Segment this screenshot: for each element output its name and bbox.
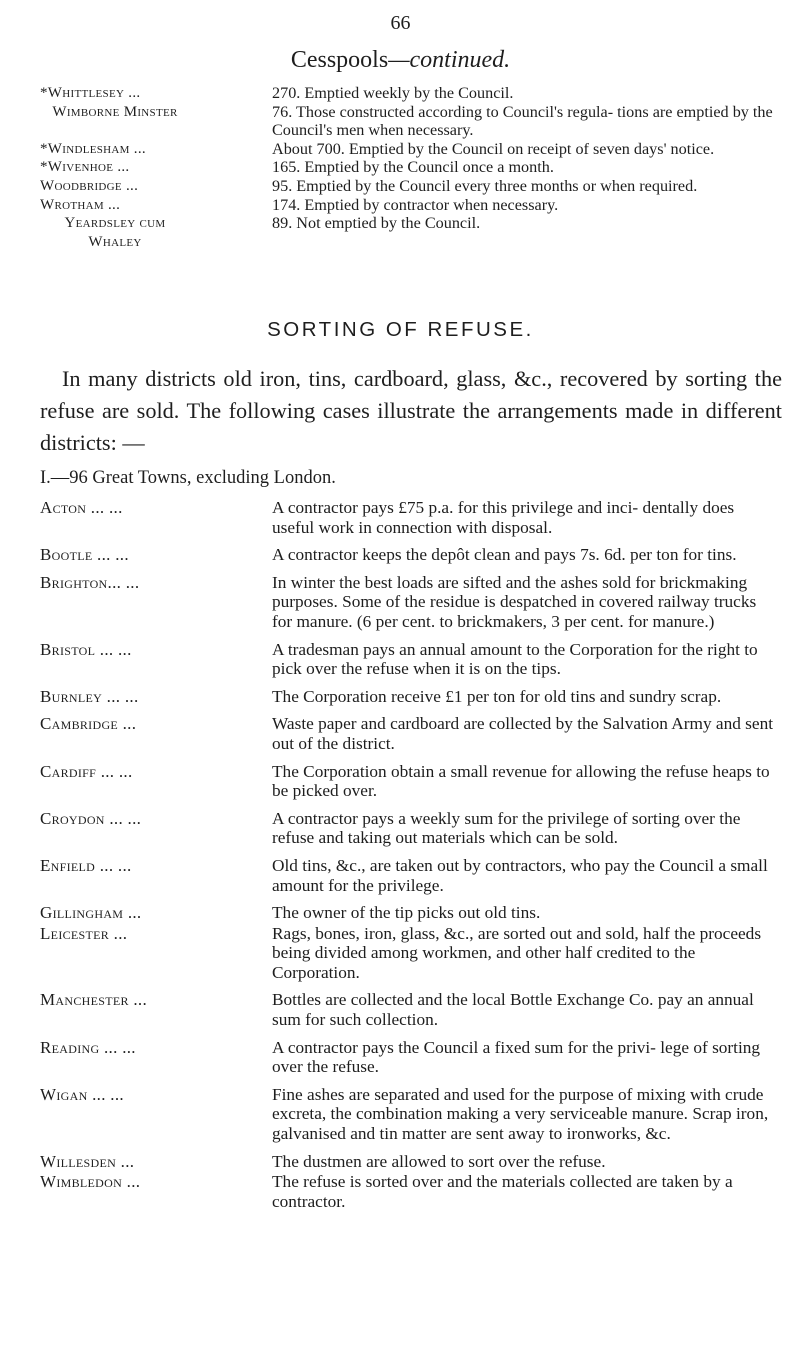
- section-title-suffix: —continued.: [388, 47, 511, 73]
- entry-text: The dustmen are allowed to sort over the refuse.: [272, 1151, 606, 1171]
- entry-text: Fine ashes are separated and used for the purpose of mixing with crude excreta, the combination making a very serviceable manure. Scrap iron, galvanised and tin matter are sent away to ironworks, &c.: [272, 1084, 769, 1144]
- sorting-entry: [40, 687, 780, 707]
- sorting-entry: [40, 990, 780, 1029]
- cesspool-entry: [40, 84, 780, 103]
- sorting-entry: [40, 545, 780, 565]
- sorting-entry: [40, 1038, 780, 1077]
- place-name: Croydon ... ...: [40, 808, 142, 828]
- place-name: Woodbridge ...: [40, 177, 139, 194]
- entry-text: A tradesman pays an annual amount to the Corporation for the right to pick over the refuse when it is on the tips.: [272, 639, 758, 679]
- entry-text: About 700. Emptied by the Council on receipt of seven days' notice.: [272, 139, 715, 158]
- intro-paragraph: In many districts old iron, tins, cardboard, glass, &c., recovered by sorting the refuse are sold. The following cases illustrate the arrangements made in different districts: —: [40, 366, 782, 455]
- sorting-entry: [40, 640, 780, 679]
- sorting-entry: [40, 856, 780, 895]
- entry-text: 165. Emptied by the Council once a month.: [272, 158, 554, 177]
- place-name: Leicester ...: [40, 923, 128, 943]
- sorting-entry: [40, 498, 780, 537]
- place-name: *Windlesham ...: [40, 140, 146, 157]
- sorting-heading: SORTING OF REFUSE.: [267, 318, 534, 341]
- section-title-main: Cesspools: [290, 47, 389, 73]
- place-name: Burnley ... ...: [40, 686, 139, 706]
- entry-text: The Corporation receive £1 per ton for old tins and sundry scrap.: [272, 686, 722, 706]
- place-name: Cardiff ... ...: [40, 761, 133, 781]
- entry-text: In winter the best loads are sifted and the ashes sold for brickmaking purposes. Some of the residue is despatched in covered railway trucks for manure. (6 per cent. to brickmakers, 3 per cent. for manure.): [272, 572, 757, 631]
- entry-text: 95. Emptied by the Council every three months or when required.: [272, 176, 698, 195]
- sorting-entry: [40, 762, 780, 801]
- place-name: Bristol ... ...: [40, 639, 132, 659]
- place-name: Wigan ... ...: [40, 1084, 124, 1104]
- place-name: Gillingham ...: [40, 903, 142, 923]
- sorting-entry: [40, 1172, 780, 1211]
- cesspool-entry: [40, 158, 780, 177]
- cesspool-entry: [40, 177, 780, 196]
- cesspool-list: [40, 84, 780, 251]
- place-name: Cambridge ...: [40, 714, 137, 734]
- entry-text: A contractor pays £75 p.a. for this privilege and inci- dentally does useful work in connection with disposal.: [272, 498, 735, 537]
- entry-text: A contractor pays the Council a fixed sum for the privi- lege of sorting over the refuse.: [272, 1037, 761, 1077]
- cesspool-entry: [40, 196, 780, 215]
- place-name: Acton ... ...: [40, 498, 123, 517]
- place-name: Wimbledon ...: [40, 1172, 141, 1192]
- place-name: Willesden ...: [40, 1151, 135, 1171]
- sorting-entry: [40, 1152, 780, 1172]
- place-name: Brighton... ...: [40, 572, 140, 592]
- sorting-entry: [40, 924, 780, 983]
- entry-text: The refuse is sorted over and the materials collected are taken by a contractor.: [272, 1172, 733, 1211]
- page-number: 66: [390, 12, 411, 34]
- entry-text: A contractor keeps the depôt clean and pays 7s. 6d. per ton for tins.: [272, 545, 737, 565]
- place-name: Wimborne Minster: [52, 103, 178, 120]
- section-title: [0, 47, 801, 74]
- entry-text: Rags, bones, iron, glass, &c., are sorted out and sold, half the proceeds being divided among workmen, and other half credited to the Corporation.: [272, 923, 762, 982]
- entry-text: A contractor pays a weekly sum for the privilege of sorting over the refuse and taking out materials which can be sold.: [272, 808, 741, 848]
- entry-text: Old tins, &c., are taken out by contractors, who pay the Council a small amount for the privilege.: [272, 855, 768, 895]
- place-name: *Whittlesey ...: [40, 85, 141, 101]
- place-name: Manchester ...: [40, 990, 148, 1010]
- place-name: Bootle ... ...: [40, 545, 129, 565]
- entry-text: 89. Not emptied by the Council.: [272, 214, 481, 233]
- place-name: Wrotham ...: [40, 196, 121, 213]
- entry-text: The Corporation obtain a small revenue for allowing the refuse heaps to be picked over.: [272, 761, 770, 801]
- entry-text: Bottles are collected and the local Bottle Exchange Co. pay an annual sum for such collection.: [272, 990, 754, 1030]
- sorting-list: [40, 498, 780, 1219]
- place-name: *Wivenhoe ...: [40, 159, 130, 176]
- subheading: I.—96 Great Towns, excluding London.: [40, 468, 336, 488]
- cesspool-entry: [40, 103, 780, 140]
- sorting-entry: [40, 714, 780, 753]
- entry-text: 270. Emptied weekly by the Council.: [272, 84, 514, 102]
- sorting-entry: [40, 903, 780, 923]
- sorting-entry: [40, 573, 780, 632]
- place-name: Reading ... ...: [40, 1037, 136, 1057]
- entry-text: Waste paper and cardboard are collected by the Salvation Army and sent out of the district.: [272, 714, 774, 753]
- entry-text: The owner of the tip picks out old tins.: [272, 903, 541, 923]
- entry-text: 174. Emptied by contractor when necessary.: [272, 195, 559, 214]
- entry-text: 76. Those constructed according to Council's regula- tions are emptied by the Council's men when necessary.: [272, 102, 773, 140]
- sorting-entry: [40, 1085, 780, 1144]
- cesspool-entry: [40, 214, 780, 251]
- place-name: Yeardsley cum Whaley: [64, 215, 166, 250]
- sorting-entry: [40, 809, 780, 848]
- cesspool-entry: [40, 140, 780, 159]
- place-name: Enfield ... ...: [40, 855, 132, 875]
